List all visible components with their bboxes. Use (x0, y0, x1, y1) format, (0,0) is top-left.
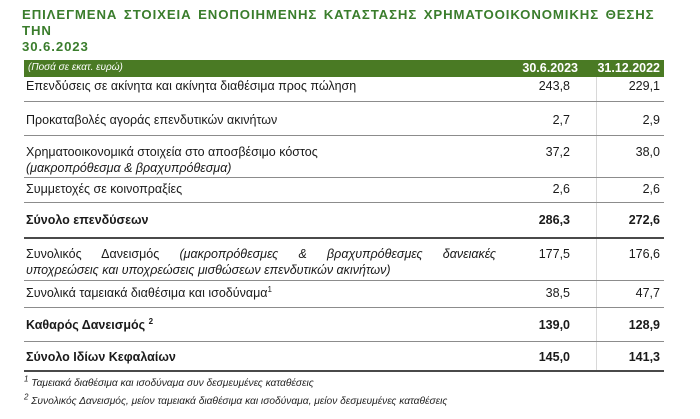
footnote-2 (24, 392, 448, 407)
row-value-2022: 176,6 (628, 247, 660, 261)
row-label: Συμμετοχές σε κοινοπραξίες (26, 182, 183, 196)
row-label-sub: (μακροπρόθεσμα & βραχυπρόθεσμα) (26, 161, 232, 175)
row-label-line-1 (26, 246, 496, 262)
footnote-1 (24, 374, 314, 389)
footnote-ref-2: 2 (148, 316, 154, 326)
row-value-2022: 128,9 (628, 318, 660, 332)
row-value-2022: 2,9 (642, 113, 660, 127)
table-row-joint-ventures (24, 178, 664, 203)
table-row-investment-property (24, 77, 664, 102)
table-row-total-investments (24, 203, 664, 239)
row-label (26, 246, 496, 278)
row-value-2023: 177,5 (538, 247, 570, 261)
table-row-financial-assets (24, 136, 664, 178)
unit-note: (Ποσά σε εκατ. ευρώ) (28, 62, 123, 73)
footnote-1-text: Ταμειακά διαθέσιμα και ισοδύναμα συν δεσμευμένες καταθέσεις (31, 378, 314, 389)
row-value-2022: 229,1 (628, 79, 660, 93)
row-value-2023: 2,6 (552, 182, 570, 196)
table-row-net-borrowing (24, 308, 664, 342)
column-header-31-12-2022: 31.12.2022 (597, 61, 660, 75)
row-label: Προκαταβολές αγοράς επενδυτικών ακινήτων (26, 113, 278, 127)
row-label (26, 285, 272, 301)
row-value-2022: 141,3 (628, 350, 660, 364)
row-value-2023: 139,0 (538, 318, 570, 332)
column-header-30-6-2023: 30.6.2023 (522, 61, 578, 75)
row-label-note-2: υποχρεώσεις και υποχρεώσεις μισθώσεων επενδυτικών ακινήτων) (26, 263, 391, 277)
row-label: Σύνολο Ιδίων Κεφαλαίων (26, 350, 176, 364)
table-row-advances (24, 102, 664, 136)
footnote-ref-1: 1 (267, 284, 272, 294)
row-value-2022: 2,6 (642, 182, 660, 196)
table-row-cash (24, 281, 664, 308)
row-label-main: Συνολικά ταμειακά διαθέσιμα και ισοδύναμα (26, 286, 268, 300)
row-value-2023: 243,8 (538, 79, 570, 93)
row-value-2023: 38,5 (545, 286, 570, 300)
row-label-main: Χρηματοοικονομικά στοιχεία στο αποσβέσιμο κόστος (26, 145, 318, 159)
footnote-2-text: Συνολικός Δανεισμός, μείον ταμειακά διαθέσιμα και ισοδύναμα, μείον δεσμευμένες καταθέσεις (31, 396, 448, 407)
row-label-note-1: (μακροπρόθεσμες & βραχυπρόθεσμες δανειακές (179, 247, 496, 261)
row-label (26, 317, 153, 333)
row-value-2022: 38,0 (635, 145, 660, 159)
row-value-2023: 286,3 (538, 213, 570, 227)
table-row-total-borrowings (24, 240, 664, 281)
row-value-2022: 47,7 (635, 286, 660, 300)
page-title (22, 7, 682, 55)
row-label (26, 144, 318, 176)
title-line-2: 30.6.2023 (22, 39, 89, 54)
row-label: Επενδύσεις σε ακίνητα και ακίνητα διαθέσιμα προς πώληση (26, 79, 357, 93)
table-header (24, 60, 664, 77)
row-value-2022: 272,6 (628, 213, 660, 227)
row-label-main: Καθαρός Δανεισμός (26, 318, 146, 332)
row-value-2023: 2,7 (552, 113, 570, 127)
row-label: Σύνολο επενδύσεων (26, 213, 149, 227)
row-label-main: Συνολικός Δανεισμός (26, 247, 160, 261)
title-line-1: ΕΠΙΛΕΓΜΕΝΑ ΣΤΟΙΧΕΙΑ ΕΝΟΠΟΙΗΜΕΝΗΣ ΚΑΤΑΣΤΑΣΗΣ ΧΡΗΜΑΤΟΟΙΚΟΝΟΜΙΚΗΣ ΘΕΣΗΣ ΤΗΝ (22, 7, 655, 38)
row-value-2023: 37,2 (545, 145, 570, 159)
footnote-2-mark: 2 (24, 392, 29, 402)
table-row-total-equity (24, 343, 664, 372)
footnote-1-mark: 1 (24, 374, 29, 384)
row-value-2023: 145,0 (538, 350, 570, 364)
